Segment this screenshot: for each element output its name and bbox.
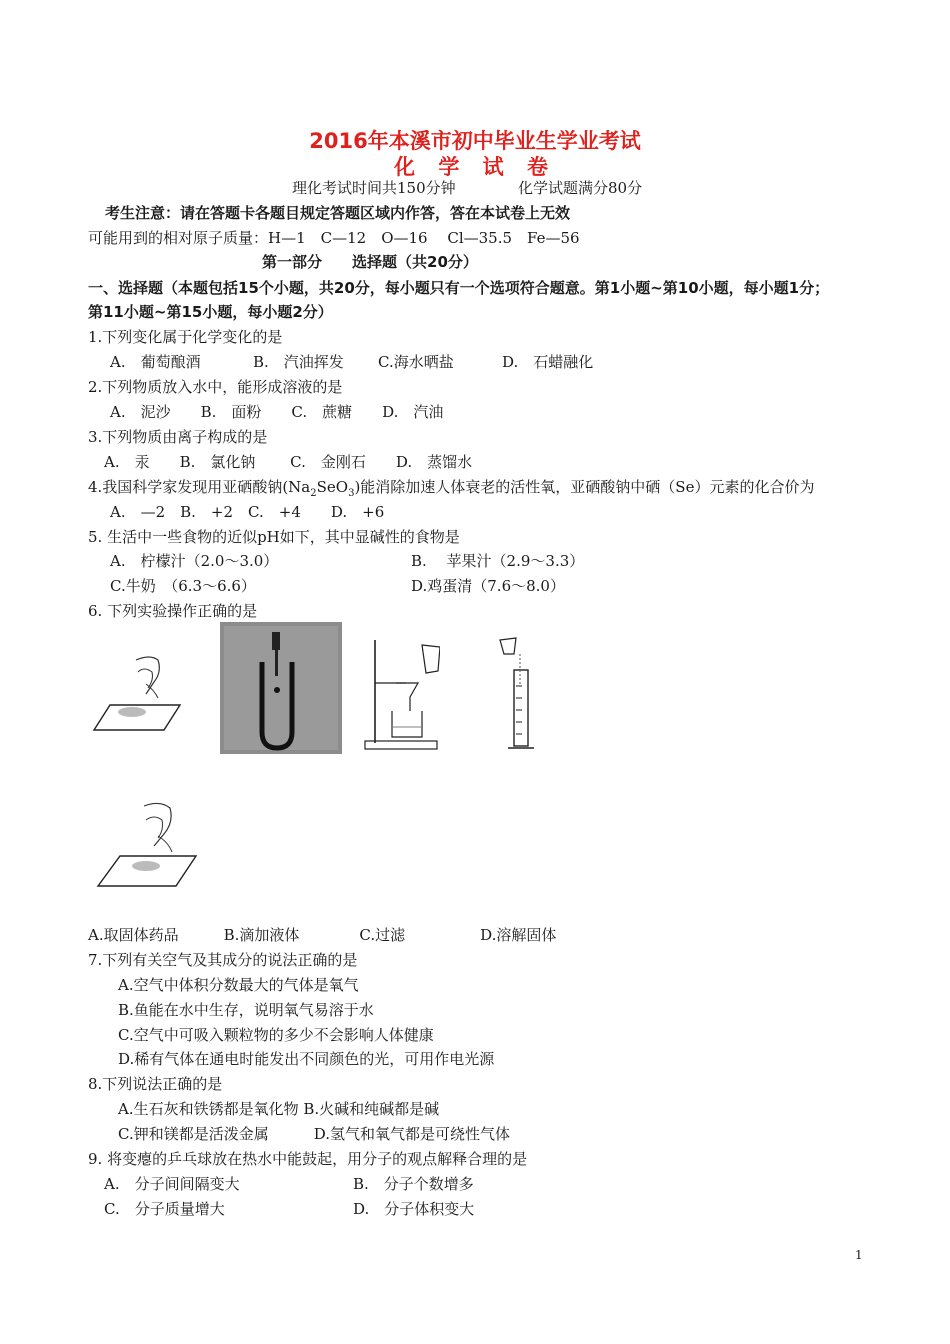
q5-option-d: D.鸡蛋清（7.6～8.0）	[411, 577, 565, 595]
q9-option-b: B. 分子个数增多	[353, 1175, 474, 1193]
q1-option-c: C.海水晒盐	[378, 353, 454, 371]
q7-stem: 7.下列有关空气及其成分的说法正确的是	[88, 951, 358, 969]
section-intro-line1: 一、选择题（本题包括15个小题，共20分，每小题只有一个选项符合题意。第1小题~第10小题，每小题1分；	[88, 279, 830, 297]
notice: 考生注意：请在答题卡各题目规定答题区域内作答，答在本试卷上无效	[105, 204, 571, 222]
part-title: 第一部分 选择题（共20分）	[262, 253, 478, 271]
q7-option-c: C.空气中可吸入颗粒物的多少不会影响人体健康	[118, 1026, 434, 1044]
time-info: 理化考试时间共150分钟	[292, 179, 456, 197]
q7-option-a: A.空气中体积分数最大的气体是氧气	[118, 976, 359, 994]
dropper-test-tube-photo	[220, 622, 342, 754]
q9-option-c: C. 分子质量增大	[104, 1200, 225, 1218]
q6-stem: 6. 下列实验操作正确的是	[88, 602, 258, 620]
q5-option-c: C.牛奶 （6.3～6.6）	[110, 577, 256, 595]
q1-option-b: B. 汽油挥发	[253, 353, 344, 371]
q5-stem: 5. 生活中一些食物的近似pH如下，其中显碱性的食物是	[88, 528, 460, 546]
q1-stem: 1.下列变化属于化学变化的是	[88, 328, 283, 346]
exam-subtitle: 化 学 试 卷	[394, 155, 556, 179]
q5-option-b: B. 苹果汁（2.9～3.3）	[411, 552, 585, 570]
q7-option-b: B.鱼能在水中生存，说明氧气易溶于水	[118, 1001, 374, 1019]
q2-stem: 2.下列物质放入水中，能形成溶液的是	[88, 378, 343, 396]
q4-options: A. —2 B. +2 C. +4 D. +6	[110, 503, 385, 521]
q8-options-ab: A.生石灰和铁锈都是氧化物 B.火碱和纯碱都是碱	[118, 1100, 440, 1118]
section-intro-line2: 第11小题~第15小题，每小题2分）	[88, 303, 333, 321]
exam-title: 2016年本溪市初中毕业生学业考试	[309, 129, 641, 153]
q8-options-cd: C.钾和镁都是活泼金属 D.氢气和氧气都是可绕性气体	[118, 1125, 510, 1143]
q9-option-d: D. 分子体积变大	[353, 1200, 475, 1218]
dissolve-solid-illustration	[92, 800, 202, 892]
atomic-masses: 可能用到的相对原子质量：H—1 C—12 O—16 Cl—35.5 Fe—56	[88, 229, 580, 247]
q5-option-a: A. 柠檬汁（2.0～3.0）	[110, 552, 279, 570]
q1-option-a: A. 葡萄酿酒	[110, 353, 201, 371]
q9-option-a: A. 分子间间隔变大	[104, 1175, 240, 1193]
q2-options: A. 泥沙 B. 面粉 C. 蔗糖 D. 汽油	[110, 403, 444, 421]
cylinder-illustration	[494, 636, 544, 756]
page-number: 1	[855, 1248, 863, 1262]
q7-option-d: D.稀有气体在通电时能发出不同颜色的光，可用作电光源	[118, 1050, 495, 1068]
q3-stem: 3.下列物质由离子构成的是	[88, 428, 268, 446]
take-solid-illustration	[88, 650, 188, 736]
q9-stem: 9. 将变瘪的乒乓球放在热水中能鼓起，用分子的观点解释合理的是	[88, 1150, 528, 1168]
q1-option-d: D. 石蜡融化	[502, 353, 594, 371]
q4-stem: 4.我国科学家发现用亚硒酸钠$(Na_2SeO_3)$能消除加速人体衰老的活性氧，亚硒酸钠中硒（Se）元素的化合价为	[88, 478, 815, 499]
filtration-illustration	[360, 635, 440, 755]
q8-stem: 8.下列说法正确的是	[88, 1075, 223, 1093]
q6-options: A.取固体药品 B.滴加液体 C.过滤 D.溶解固体	[88, 926, 557, 944]
score-info: 化学试题满分80分	[518, 179, 643, 197]
q3-options: A. 汞 B. 氯化钠 C. 金刚石 D. 蒸馏水	[104, 453, 473, 471]
